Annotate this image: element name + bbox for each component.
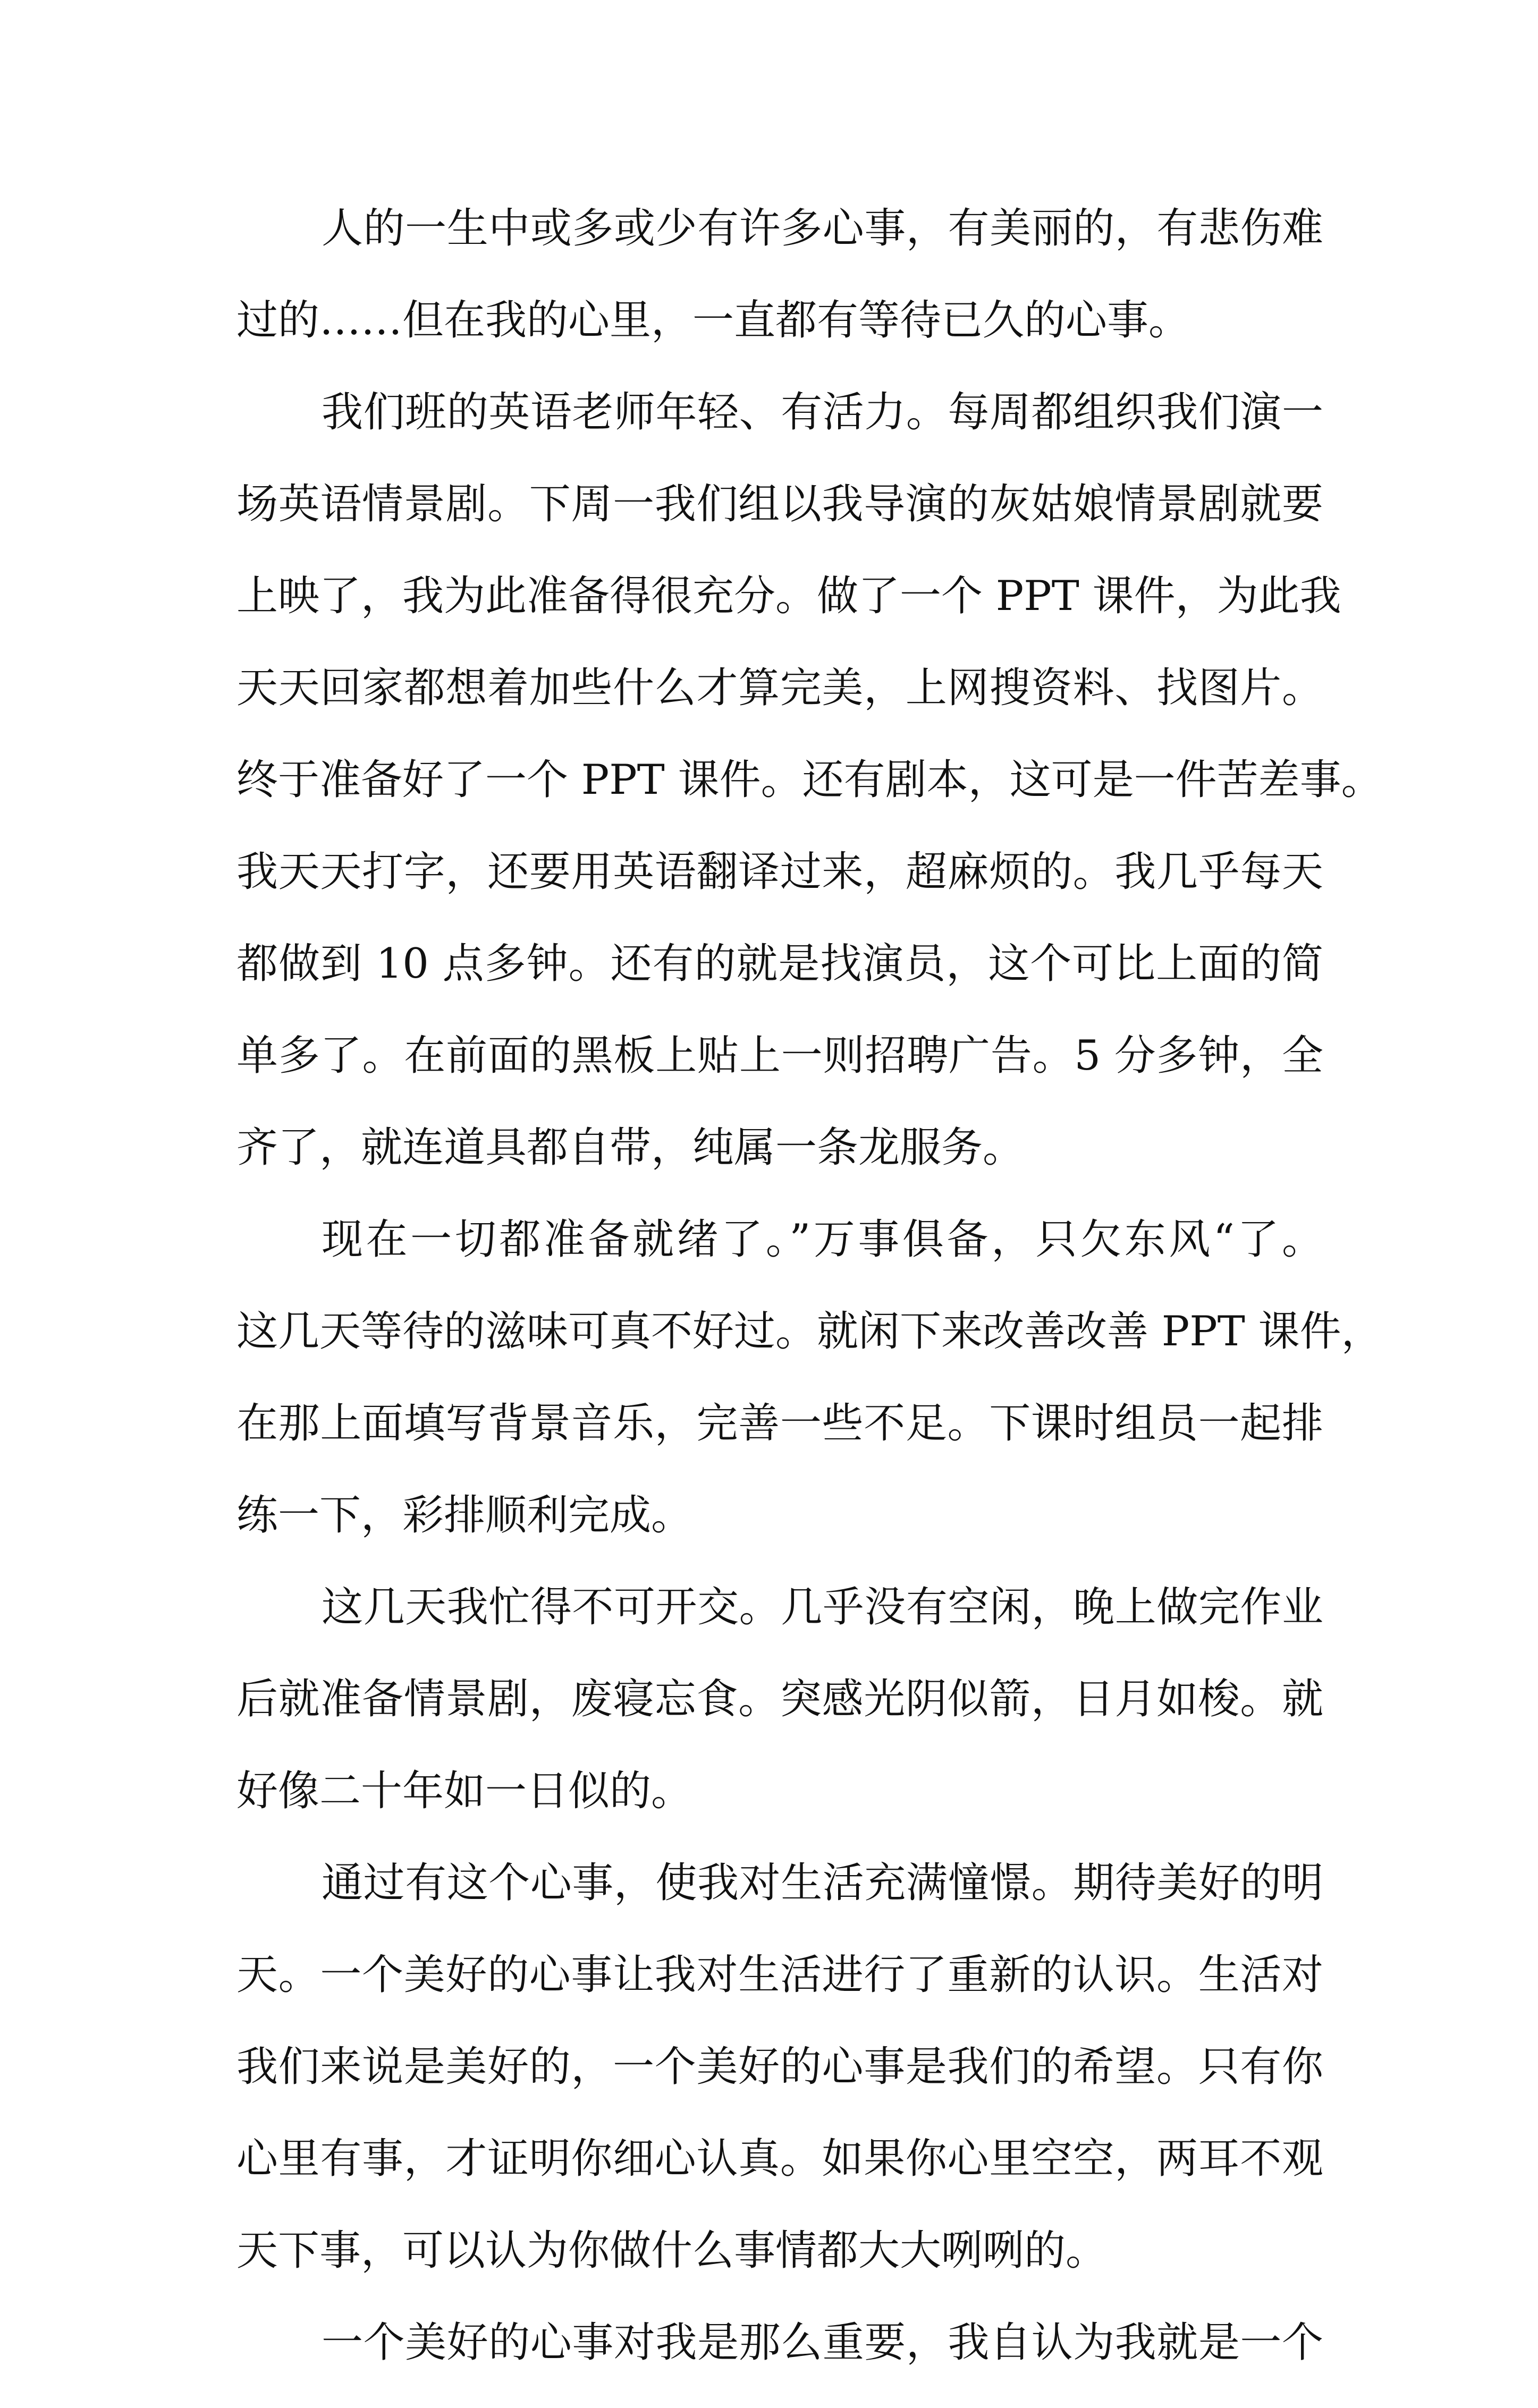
text-line: 好像二十年如一日似的。 bbox=[236, 1767, 693, 1815]
text-line: 心里有事，才证明你细心认真。如果你心里空空，两耳不观 bbox=[236, 2135, 1323, 2183]
text-line: 我们班的英语老师年轻、有活力。每周都组织我们演一 bbox=[322, 388, 1323, 436]
text-line: 后就准备情景剧，废寝忘食。突感光阴似箭，日月如梭。就 bbox=[236, 1675, 1323, 1723]
text-line: 现在一切都准备就绪了。”万事俱备，只欠东风“了。 bbox=[322, 1216, 1323, 1264]
text-line: 一个美好的心事对我是那么重要，我自认为我就是一个 bbox=[322, 2319, 1323, 2367]
essay-body bbox=[236, 202, 1383, 2408]
text-line: 练一下，彩排顺利完成。 bbox=[236, 1491, 693, 1539]
text-line: 这几天等待的滋味可真不好过。就闲下来改善改善 PPT 课件， bbox=[236, 1308, 1383, 1355]
text-line: 这几天我忙得不可开交。几乎没有空闲，晚上做完作业 bbox=[322, 1583, 1323, 1631]
text-line: 天天回家都想着加些什么才算完美，上网搜资料、找图片。 bbox=[236, 664, 1323, 712]
text-line: 天。一个美好的心事让我对生活进行了重新的认识。生活对 bbox=[236, 1951, 1323, 1999]
text-line: 我们来说是美好的，一个美好的心事是我们的希望。只有你 bbox=[236, 2043, 1323, 2091]
text-line: 单多了。在前面的黑板上贴上一则招聘广告。5 分多钟，全 bbox=[236, 1032, 1323, 1080]
text-line: 终于准备好了一个 PPT 课件。还有剧本，这可是一件苦差事。 bbox=[236, 756, 1383, 804]
text-line: 通过有这个心事，使我对生活充满憧憬。期待美好的明 bbox=[322, 1859, 1323, 1907]
text-line: 过的……但在我的心里，一直都有等待已久的心事。 bbox=[236, 296, 1190, 344]
text-line: 齐了，就连道具都自带，纯属一条龙服务。 bbox=[236, 1124, 1025, 1172]
text-line: 我天天打字，还要用英语翻译过来，超麻烦的。我几乎每天 bbox=[236, 848, 1323, 896]
text-line: 场英语情景剧。下周一我们组以我导演的灰姑娘情景剧就要 bbox=[236, 480, 1323, 528]
text-line: 在那上面填写背景音乐，完善一些不足。下课时组员一起排 bbox=[236, 1400, 1323, 1447]
text-line: 上映了，我为此准备得很充分。做了一个 PPT 课件，为此我 bbox=[236, 572, 1341, 620]
text-line: 都做到 10 点多钟。还有的就是找演员，这个可比上面的简 bbox=[236, 940, 1323, 988]
text-line: 人的一生中或多或少有许多心事，有美丽的，有悲伤难 bbox=[322, 205, 1323, 252]
text-line: 天下事，可以认为你做什么事情都大大咧咧的。 bbox=[236, 2227, 1108, 2275]
